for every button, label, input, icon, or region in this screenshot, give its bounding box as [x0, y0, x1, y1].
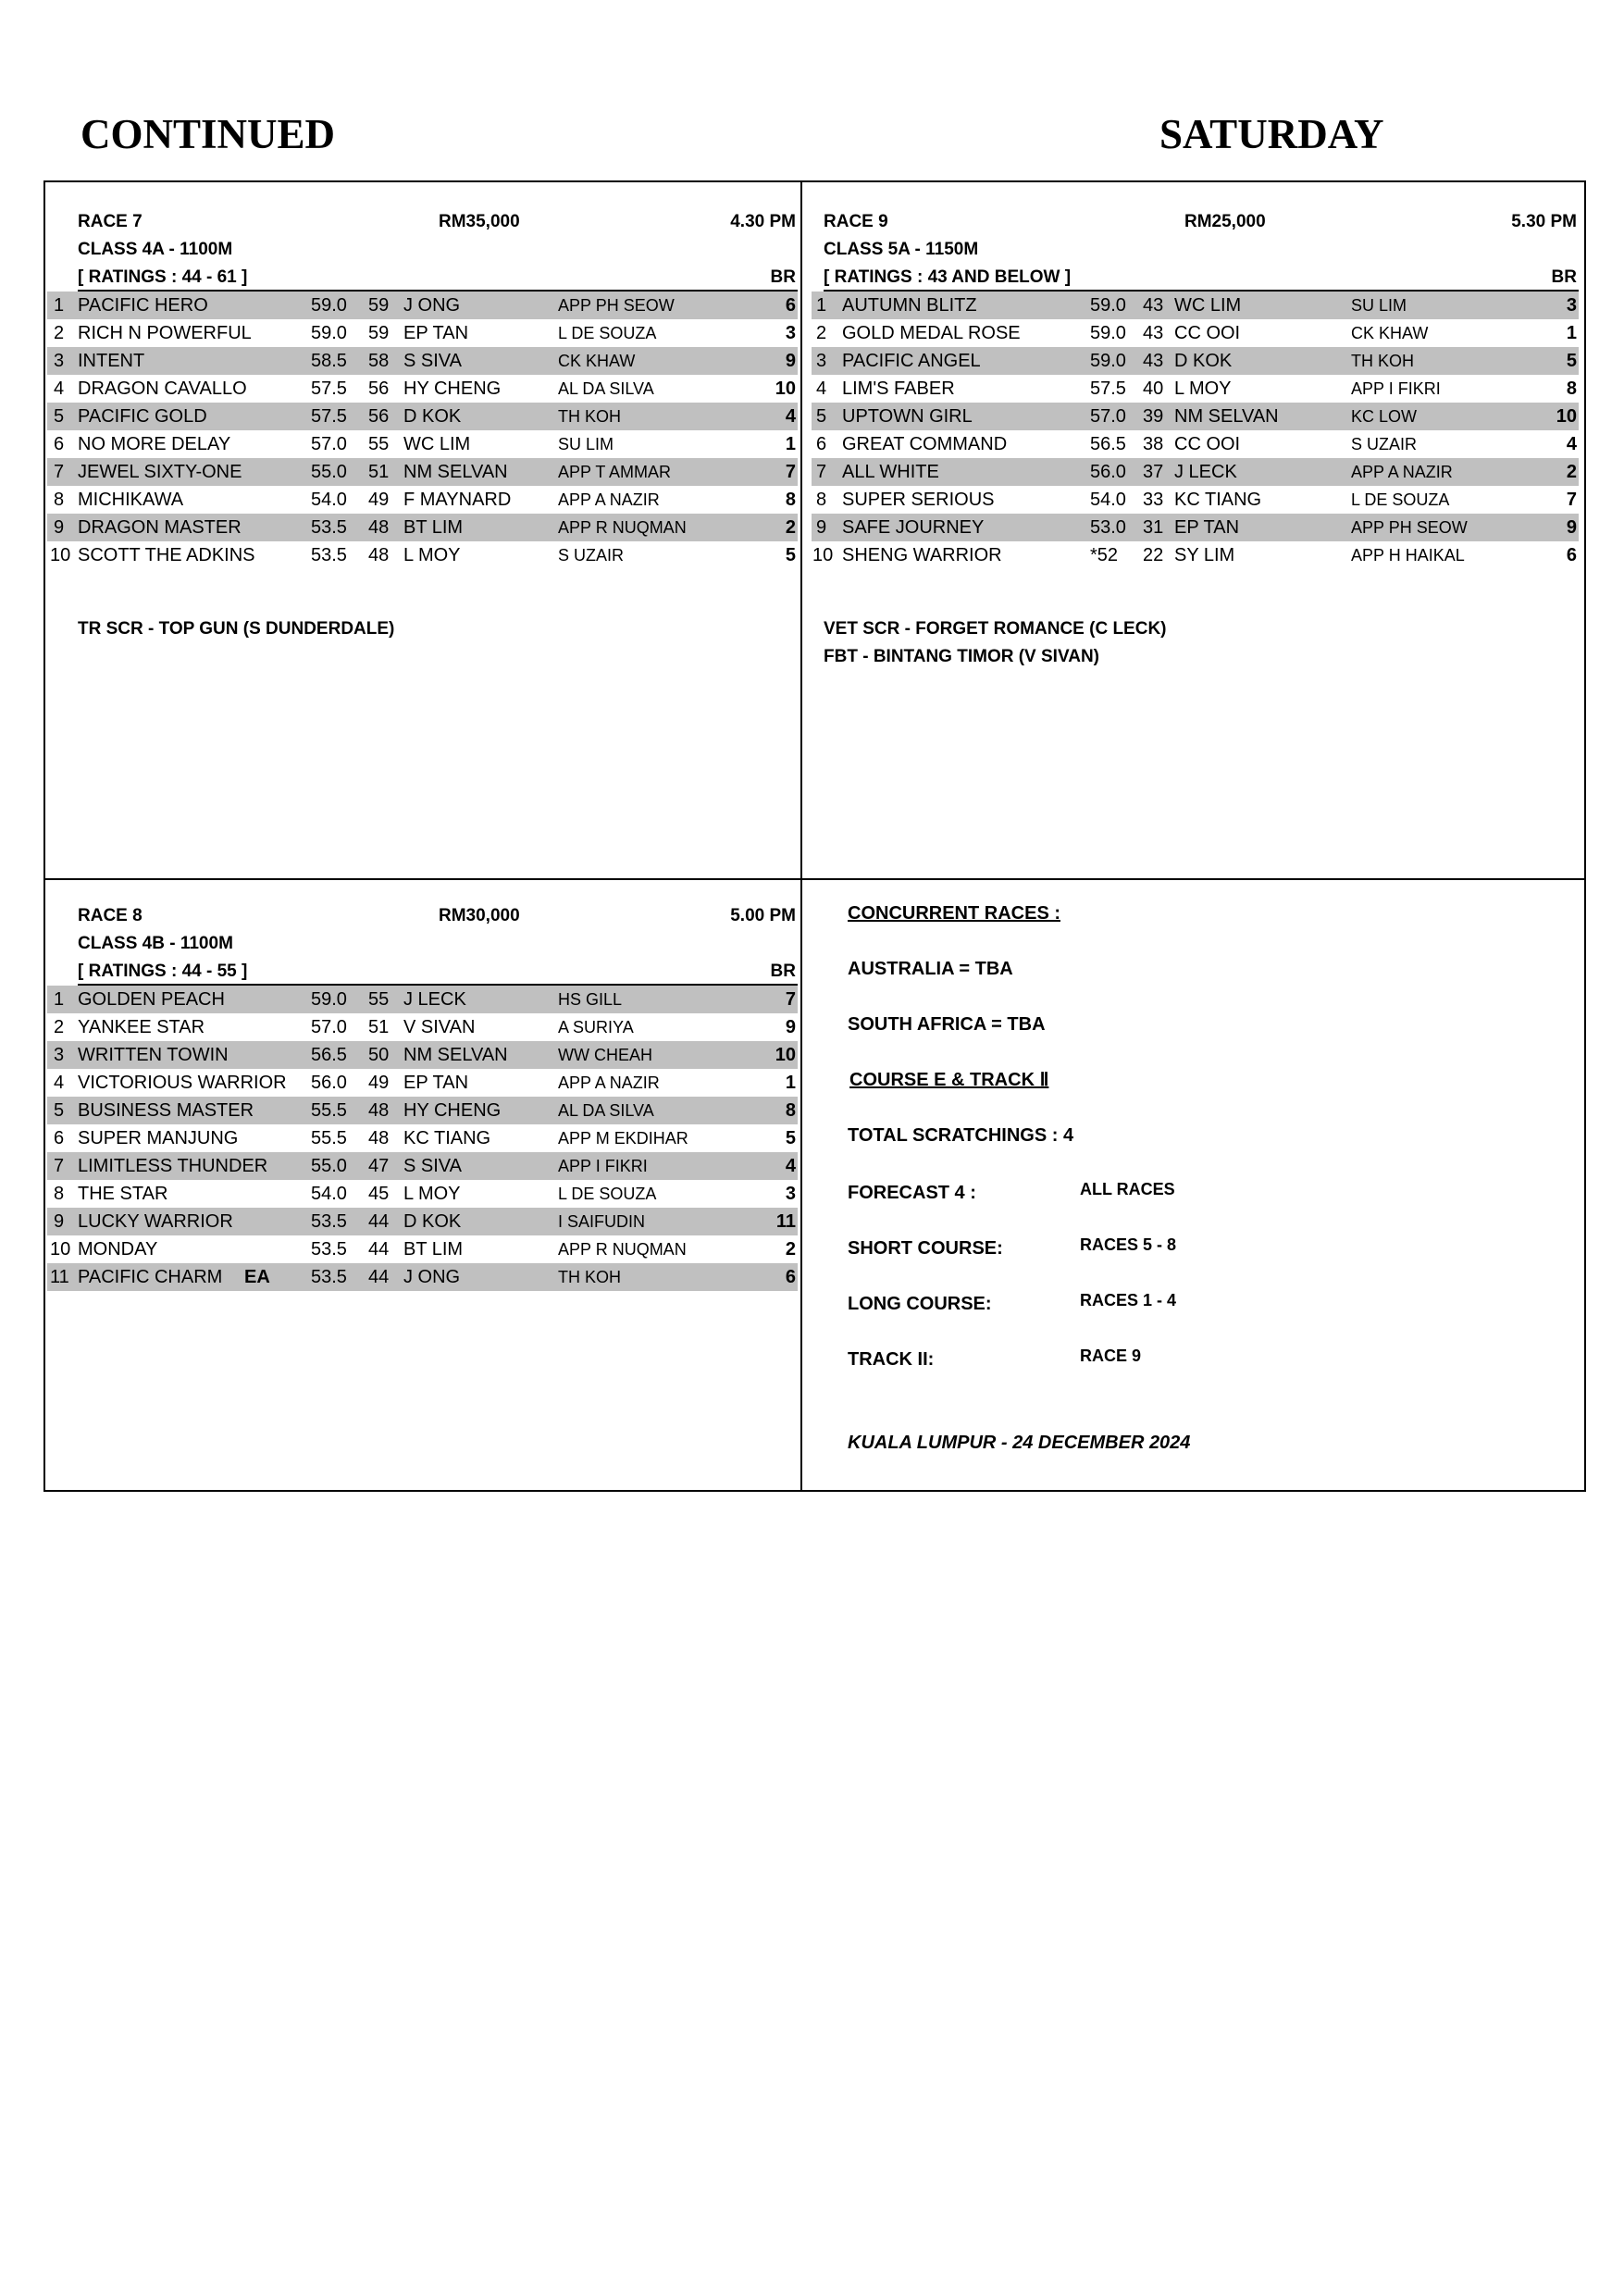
barrier: 8	[785, 1100, 796, 1121]
trainer: WW CHEAH	[558, 1046, 652, 1064]
horse-name: MICHIKAWA	[78, 490, 184, 510]
trainer: AL DA SILVA	[558, 379, 654, 398]
horse-name: JEWEL SIXTY-ONE	[78, 462, 242, 482]
entry-number: 1	[54, 989, 65, 1010]
barrier: 9	[1566, 517, 1577, 538]
barrier: 7	[785, 989, 796, 1010]
horse-name: AUTUMN BLITZ	[842, 295, 977, 316]
jockey: WC LIM	[1174, 295, 1242, 316]
jockey: J LECK	[1174, 462, 1237, 482]
rating: 48	[368, 545, 390, 565]
weight: 53.5	[311, 517, 347, 538]
trainer: CK KHAW	[558, 352, 636, 370]
rating: 43	[1143, 351, 1164, 371]
race-title: RACE 8	[78, 906, 143, 925]
concurrent-races-title: CONCURRENT RACES :	[848, 903, 1060, 924]
trainer: APP PH SEOW	[1351, 518, 1468, 537]
barrier: 3	[785, 1184, 796, 1204]
weight: 59.0	[1090, 295, 1126, 316]
forecast-value: ALL RACES	[1080, 1180, 1175, 1198]
barrier: 8	[1566, 379, 1577, 399]
race-entry-row	[812, 319, 1579, 347]
weight: 57.0	[311, 434, 347, 454]
barrier: 5	[1566, 351, 1577, 371]
entry-number: 4	[54, 379, 65, 399]
entry-number: 2	[54, 323, 65, 343]
weight: 59.0	[311, 989, 347, 1010]
track-label: TRACK II:	[848, 1349, 935, 1370]
trainer: APP T AMMAR	[558, 463, 672, 481]
short-course-label: SHORT COURSE:	[848, 1238, 1003, 1259]
jockey: L MOY	[403, 545, 461, 565]
trainer: APP A NAZIR	[558, 1074, 660, 1092]
weight: 54.0	[1090, 490, 1126, 510]
jockey: V SIVAN	[403, 1017, 476, 1037]
total-scratchings: TOTAL SCRATCHINGS : 4	[848, 1125, 1074, 1146]
race-entry-row	[47, 1041, 798, 1069]
rating: 59	[368, 295, 390, 316]
horse-name: UPTOWN GIRL	[842, 406, 973, 427]
race-entry-row	[47, 458, 798, 486]
race-ratings: [ RATINGS : 43 AND BELOW ]	[824, 267, 1072, 287]
weight: 55.0	[311, 1156, 347, 1176]
weight: 53.5	[311, 1239, 347, 1260]
race-time: 4.30 PM	[730, 212, 796, 231]
weight: 53.5	[311, 1211, 347, 1232]
barrier: 11	[775, 1211, 796, 1232]
weight: 53.5	[311, 1267, 347, 1287]
horse-name: LUCKY WARRIOR	[78, 1211, 233, 1232]
entry-number: 11	[50, 1267, 69, 1287]
race-entry-row	[47, 1097, 798, 1124]
horse-name: GOLD MEDAL ROSE	[842, 323, 1021, 343]
jockey: NM SELVAN	[1174, 406, 1279, 427]
horse-name: DRAGON MASTER	[78, 517, 242, 538]
entry-number: 4	[816, 379, 827, 399]
entry-number: 7	[54, 1156, 65, 1176]
weight: *52	[1090, 545, 1119, 565]
horse-name: GOLDEN PEACH	[78, 989, 225, 1010]
trainer: APP A NAZIR	[1351, 463, 1453, 481]
race-entry-row	[47, 986, 798, 1013]
jockey: NM SELVAN	[403, 462, 508, 482]
trainer: TH KOH	[558, 1268, 622, 1286]
rating: 56	[368, 406, 390, 427]
rating: 49	[368, 1073, 390, 1093]
barrier: 6	[1566, 545, 1577, 565]
weight: 54.0	[311, 490, 347, 510]
race-title: RACE 9	[824, 212, 888, 231]
jockey: D KOK	[403, 406, 462, 427]
venue-date-footer: KUALA LUMPUR - 24 DECEMBER 2024	[848, 1433, 1191, 1453]
weight: 57.5	[311, 379, 347, 399]
trainer: TH KOH	[1351, 352, 1415, 370]
barrier: 1	[785, 1073, 796, 1093]
barrier: 4	[785, 406, 796, 427]
trainer: AL DA SILVA	[558, 1101, 654, 1120]
horse-name: WRITTEN TOWIN	[78, 1045, 229, 1065]
barrier: 2	[1566, 462, 1577, 482]
track-value: RACE 9	[1080, 1347, 1142, 1365]
horse-name: DRAGON CAVALLO	[78, 379, 247, 399]
entry-number: 9	[54, 1211, 65, 1232]
weight: 56.0	[1090, 462, 1126, 482]
rating: 48	[368, 517, 390, 538]
barrier: 8	[785, 490, 796, 510]
entry-number: 8	[54, 1184, 65, 1204]
horse-name: PACIFIC ANGEL	[842, 351, 981, 371]
weight: 59.0	[311, 295, 347, 316]
weight: 57.5	[311, 406, 347, 427]
jockey: S SIVA	[403, 351, 462, 371]
horse-name: BUSINESS MASTER	[78, 1100, 254, 1121]
trainer: S UZAIR	[558, 546, 625, 565]
br-column-label: BR	[770, 962, 796, 981]
forecast-label: FORECAST 4 :	[848, 1183, 976, 1203]
weight: 53.5	[311, 545, 347, 565]
race-title: RACE 7	[78, 212, 143, 231]
jockey: EP TAN	[1174, 517, 1240, 538]
entry-number: 6	[54, 1128, 65, 1148]
weight: 56.5	[1090, 434, 1126, 454]
race-note: TR SCR - TOP GUN (S DUNDERDALE)	[78, 619, 395, 639]
trainer: APP PH SEOW	[558, 296, 675, 315]
trainer: SU LIM	[558, 435, 614, 453]
race-entry-row	[812, 430, 1579, 458]
rating: 48	[368, 1100, 390, 1121]
rating: 40	[1143, 379, 1164, 399]
entry-number: 7	[54, 462, 65, 482]
column-divider	[800, 180, 802, 1492]
weight: 57.5	[1090, 379, 1126, 399]
jockey: D KOK	[403, 1211, 462, 1232]
entry-number: 10	[50, 1239, 71, 1260]
entry-number: 1	[54, 295, 65, 316]
barrier: 3	[1566, 295, 1577, 316]
race-prize: RM25,000	[1184, 212, 1266, 231]
jockey: D KOK	[1174, 351, 1233, 371]
page-header-left: CONTINUED	[81, 111, 336, 157]
race-ratings: [ RATINGS : 44 - 61 ]	[78, 267, 248, 287]
trainer: I SAIFUDIN	[558, 1212, 646, 1231]
barrier: 7	[1566, 490, 1577, 510]
horse-name: VICTORIOUS WARRIOR	[78, 1073, 287, 1093]
entry-number: 3	[54, 351, 65, 371]
rating: 37	[1143, 462, 1164, 482]
trainer: APP R NUQMAN	[558, 518, 687, 537]
horse-name: SUPER MANJUNG	[78, 1128, 239, 1148]
race-entry-row	[812, 375, 1579, 403]
jockey: J ONG	[403, 295, 461, 316]
horse-name: YANKEE STAR	[78, 1017, 205, 1037]
weight: 53.0	[1090, 517, 1126, 538]
race-entry-row	[47, 1208, 798, 1235]
barrier: 1	[1566, 323, 1577, 343]
entry-number: 3	[54, 1045, 65, 1065]
entry-number: 7	[816, 462, 827, 482]
race-entry-row	[47, 430, 798, 458]
horse-name: PACIFIC GOLD	[78, 406, 207, 427]
horse-name: GREAT COMMAND	[842, 434, 1008, 454]
entry-number: 2	[54, 1017, 65, 1037]
race-entry-row	[812, 347, 1579, 375]
race-note: FBT - BINTANG TIMOR (V SIVAN)	[824, 647, 1099, 666]
rating: 47	[368, 1156, 390, 1176]
rating: 31	[1143, 517, 1164, 538]
jockey: L MOY	[1174, 379, 1232, 399]
entry-number: 10	[812, 545, 834, 565]
horse-name: LIMITLESS THUNDER	[78, 1156, 268, 1176]
race-entry-row	[47, 1069, 798, 1097]
race-entry-row	[812, 292, 1579, 319]
race-class: CLASS 4A - 1100M	[78, 240, 233, 259]
horse-name: SAFE JOURNEY	[842, 517, 985, 538]
rating: 51	[368, 1017, 390, 1037]
horse-name: SUPER SERIOUS	[842, 490, 995, 510]
race-entry-row	[47, 1124, 798, 1152]
horse-name: PACIFIC CHARM	[78, 1267, 223, 1287]
jockey: CC OOI	[1174, 434, 1241, 454]
weight: 58.5	[311, 351, 347, 371]
barrier: 7	[785, 462, 796, 482]
race-entry-row	[47, 541, 798, 569]
jockey: S SIVA	[403, 1156, 462, 1176]
trainer: CK KHAW	[1351, 324, 1429, 342]
horse-name: NO MORE DELAY	[78, 434, 231, 454]
trainer: L DE SOUZA	[558, 1185, 657, 1203]
jockey: CC OOI	[1174, 323, 1241, 343]
br-column-label: BR	[770, 267, 796, 287]
barrier: 1	[785, 434, 796, 454]
horse-name: ALL WHITE	[842, 462, 939, 482]
rating: 48	[368, 1128, 390, 1148]
weight: 57.0	[311, 1017, 347, 1037]
trainer: HS GILL	[558, 990, 623, 1009]
jockey: BT LIM	[403, 1239, 464, 1260]
race-prize: RM30,000	[439, 906, 520, 925]
jockey: F MAYNARD	[403, 490, 512, 510]
race-entry-row	[47, 514, 798, 541]
rating: 58	[368, 351, 390, 371]
race-entry-row	[812, 514, 1579, 541]
barrier: 2	[785, 1239, 796, 1260]
rating: 44	[368, 1211, 390, 1232]
entry-number: 8	[816, 490, 827, 510]
race-entry-row	[47, 319, 798, 347]
race-time: 5.00 PM	[730, 906, 796, 925]
weight: 54.0	[311, 1184, 347, 1204]
race-prize: RM35,000	[439, 212, 520, 231]
barrier: 2	[785, 517, 796, 538]
jockey: NM SELVAN	[403, 1045, 508, 1065]
south-africa-line: SOUTH AFRICA = TBA	[848, 1014, 1046, 1035]
barrier: 6	[785, 1267, 796, 1287]
equipment-tag: EA	[244, 1267, 270, 1287]
rating: 49	[368, 490, 390, 510]
entry-number: 1	[816, 295, 827, 316]
rating: 39	[1143, 406, 1164, 427]
trainer: APP H HAIKAL	[1351, 546, 1465, 565]
course-track-line: COURSE E & TRACK Ⅱ	[849, 1070, 1049, 1090]
entry-number: 10	[50, 545, 71, 565]
page-header-right: SATURDAY	[1159, 111, 1384, 157]
jockey: EP TAN	[403, 1073, 469, 1093]
barrier: 10	[1556, 406, 1577, 427]
barrier: 6	[785, 295, 796, 316]
jockey: EP TAN	[403, 323, 469, 343]
rating: 22	[1143, 545, 1164, 565]
trainer: APP I FIKRI	[558, 1157, 648, 1175]
horse-name: SHENG WARRIOR	[842, 545, 1002, 565]
jockey: KC TIANG	[1174, 490, 1262, 510]
horse-name: PACIFIC HERO	[78, 295, 208, 316]
trainer: SU LIM	[1351, 296, 1407, 315]
race-entry-row	[47, 403, 798, 430]
jockey: HY CHENG	[403, 379, 502, 399]
rating: 43	[1143, 295, 1164, 316]
horse-name: RICH N POWERFUL	[78, 323, 252, 343]
horse-name: THE STAR	[78, 1184, 168, 1204]
trainer: APP R NUQMAN	[558, 1240, 687, 1259]
rating: 56	[368, 379, 390, 399]
horse-name: INTENT	[78, 351, 145, 371]
rating: 50	[368, 1045, 390, 1065]
entry-number: 3	[816, 351, 827, 371]
weight: 57.0	[1090, 406, 1126, 427]
jockey: BT LIM	[403, 517, 464, 538]
weight: 55.5	[311, 1128, 347, 1148]
race-note: VET SCR - FORGET ROMANCE (C LECK)	[824, 619, 1167, 639]
race-entry-row	[47, 1263, 798, 1291]
race-entry-row	[812, 486, 1579, 514]
jockey: J ONG	[403, 1267, 461, 1287]
race-ratings: [ RATINGS : 44 - 55 ]	[78, 962, 248, 981]
race-entry-row	[812, 403, 1579, 430]
race-entry-row	[47, 1013, 798, 1041]
horse-name: MONDAY	[78, 1239, 158, 1260]
rating: 44	[368, 1239, 390, 1260]
barrier: 9	[785, 351, 796, 371]
trainer: S UZAIR	[1351, 435, 1418, 453]
trainer: L DE SOUZA	[1351, 490, 1450, 509]
race-entry-row	[47, 486, 798, 514]
jockey: SY LIM	[1174, 545, 1235, 565]
race-entry-row	[47, 292, 798, 319]
entry-number: 5	[54, 1100, 65, 1121]
entry-number: 9	[816, 517, 827, 538]
rating: 38	[1143, 434, 1164, 454]
weight: 59.0	[1090, 323, 1126, 343]
trainer: APP M EKDIHAR	[558, 1129, 688, 1148]
barrier: 4	[785, 1156, 796, 1176]
trainer: TH KOH	[558, 407, 622, 426]
rating: 55	[368, 989, 390, 1010]
barrier: 5	[785, 1128, 796, 1148]
weight: 56.0	[311, 1073, 347, 1093]
trainer: APP I FIKRI	[1351, 379, 1441, 398]
race-time: 5.30 PM	[1511, 212, 1577, 231]
rating: 44	[368, 1267, 390, 1287]
trainer: APP A NAZIR	[558, 490, 660, 509]
long-course-value: RACES 1 - 4	[1080, 1291, 1177, 1309]
australia-line: AUSTRALIA = TBA	[848, 959, 1013, 979]
entry-number: 5	[816, 406, 827, 427]
trainer: KC LOW	[1351, 407, 1418, 426]
short-course-value: RACES 5 - 8	[1080, 1235, 1177, 1254]
race-entry-row	[47, 1152, 798, 1180]
rating: 59	[368, 323, 390, 343]
jockey: WC LIM	[403, 434, 471, 454]
weight: 59.0	[1090, 351, 1126, 371]
barrier: 5	[785, 545, 796, 565]
rating: 55	[368, 434, 390, 454]
trainer: L DE SOUZA	[558, 324, 657, 342]
entry-number: 5	[54, 406, 65, 427]
race-entry-row	[47, 1180, 798, 1208]
entry-number: 6	[54, 434, 65, 454]
race-class: CLASS 5A - 1150M	[824, 240, 979, 259]
br-column-label: BR	[1551, 267, 1577, 287]
entry-number: 9	[54, 517, 65, 538]
weight: 56.5	[311, 1045, 347, 1065]
rating: 45	[368, 1184, 390, 1204]
rating: 51	[368, 462, 390, 482]
entry-number: 8	[54, 490, 65, 510]
jockey: J LECK	[403, 989, 466, 1010]
race-entry-row	[812, 458, 1579, 486]
race-class: CLASS 4B - 1100M	[78, 934, 233, 953]
barrier: 10	[775, 379, 796, 399]
entry-number: 6	[816, 434, 827, 454]
barrier: 9	[785, 1017, 796, 1037]
rating: 43	[1143, 323, 1164, 343]
race-entry-row	[47, 347, 798, 375]
rating: 33	[1143, 490, 1164, 510]
race-entry-row	[812, 541, 1579, 569]
barrier: 4	[1566, 434, 1577, 454]
barrier: 3	[785, 323, 796, 343]
jockey: HY CHENG	[403, 1100, 502, 1121]
trainer: A SURIYA	[558, 1018, 634, 1036]
race-entry-row	[47, 375, 798, 403]
entry-number: 2	[816, 323, 827, 343]
horse-name: LIM'S FABER	[842, 379, 955, 399]
long-course-label: LONG COURSE:	[848, 1294, 992, 1314]
entry-number: 4	[54, 1073, 65, 1093]
weight: 59.0	[311, 323, 347, 343]
jockey: KC TIANG	[403, 1128, 491, 1148]
weight: 55.5	[311, 1100, 347, 1121]
race-entry-row	[47, 1235, 798, 1263]
jockey: L MOY	[403, 1184, 461, 1204]
weight: 55.0	[311, 462, 347, 482]
barrier: 10	[775, 1045, 796, 1065]
row-divider	[43, 878, 1586, 880]
horse-name: SCOTT THE ADKINS	[78, 545, 255, 565]
